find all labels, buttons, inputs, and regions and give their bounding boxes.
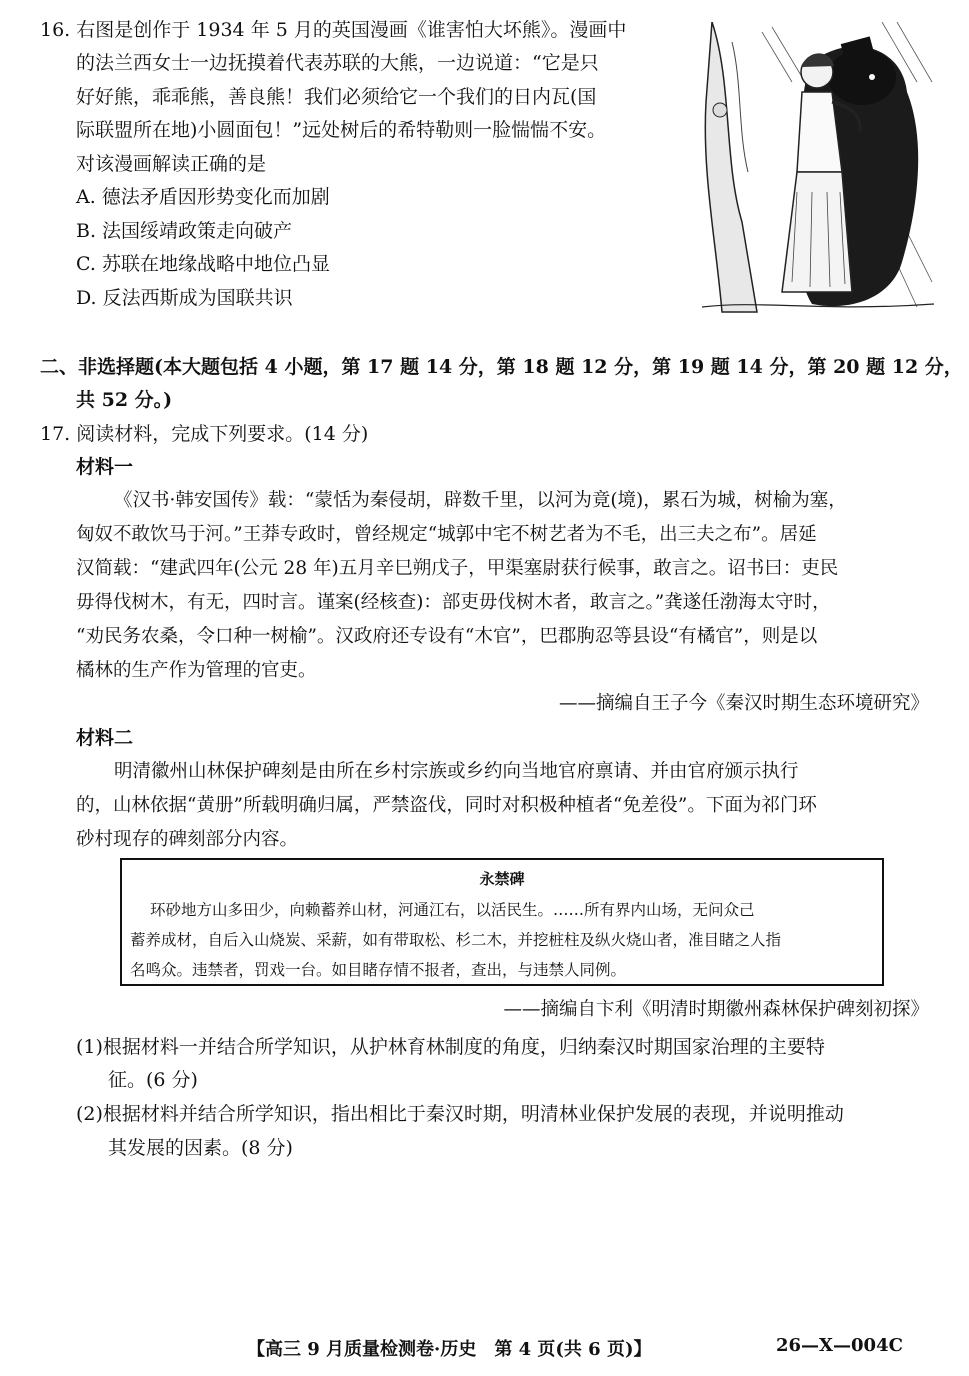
- q17-sub1-line-2: 征。(6 分): [108, 1069, 198, 1091]
- stele-box: [120, 858, 884, 986]
- material1-source: ——摘编自王子今《秦汉时期生态环境研究》: [558, 693, 929, 714]
- section2-heading-line-2: 共 52 分。): [76, 389, 173, 411]
- material1-label: 材料一: [76, 456, 134, 478]
- material1-line-6: 橘林的生产作为管理的官吏。: [76, 660, 317, 681]
- material1-line-5: “劝民务农桑，令口种一树榆”。汉政府还专设有“木官”，巴郡朐忍等县设“有橘官”，则是以: [76, 626, 818, 647]
- q17-stem: 17. 阅读材料，完成下列要求。(14 分): [40, 423, 369, 445]
- q16-stem-line-1: 16. 右图是创作于 1934 年 5 月的英国漫画《谁害怕大坏熊》。漫画中: [40, 19, 627, 41]
- material2-line-3: 砂村现存的碑刻部分内容。: [76, 829, 299, 850]
- material2-label: 材料二: [76, 727, 134, 749]
- section2-heading-line-1: 二、非选择题(本大题包括 4 小题，第 17 题 14 分，第 18 题 12 分，第 19 题 14 分，第 20 题 12 分，: [40, 356, 963, 378]
- stele-line-3: 名鸣众。违禁者，罚戏一台。如目睹存情不报者，查出，与违禁人同例。: [130, 961, 627, 979]
- q16-stem-line-5: 对该漫画解读正确的是: [76, 153, 267, 175]
- q16-option-b: B. 法国绥靖政策走向破产: [76, 220, 293, 242]
- q16-stem-line-2: 的法兰西女士一边抚摸着代表苏联的大熊，一边说道：“它是只: [76, 52, 599, 74]
- q17-sub2-line-1: (2)根据材料并结合所学知识，指出相比于秦汉时期，明清林业保护发展的表现，并说明推动: [76, 1103, 844, 1125]
- material1-line-1: 《汉书·韩安国传》载：“蒙恬为秦侵胡，辟数千里，以河为竟(境)，累石为城，树榆为塞，: [114, 490, 847, 511]
- q17-sub1-line-1: (1)根据材料一并结合所学知识，从护林育林制度的角度，归纳秦汉时期国家治理的主要特: [76, 1036, 825, 1058]
- material2-line-1: 明清徽州山林保护碑刻是由所在乡村宗族或乡约向当地官府禀请、并由官府颁示执行: [114, 761, 799, 782]
- material2-source: ——摘编自卞利《明清时期徽州森林保护碑刻初探》: [503, 999, 929, 1020]
- material1-line-2: 匈奴不敢饮马于河。”王莽专政时，曾经规定“城郭中宅不树艺者为不毛，出三夫之布”。居延: [76, 524, 817, 545]
- stele-line-1: 环砂地方山多田少，向赖蓄养山材，河通江右，以活民生。……所有界内山场，无问众己: [150, 901, 755, 919]
- footer-page-info: 【高三 9 月质量检测卷·历史 第 4 页(共 6 页)】: [247, 1339, 652, 1360]
- cartoon-illustration: [702, 22, 934, 314]
- q16-option-c: C. 苏联在地缘战略中地位凸显: [76, 253, 330, 275]
- material1-line-3: 汉简载：“建武四年(公元 28 年)五月辛巳朔戊子，甲渠塞尉获行候事，敢言之。诏书曰：吏民: [76, 558, 839, 579]
- q17-sub2-line-2: 其发展的因素。(8 分): [108, 1137, 293, 1159]
- footer-code: 26—X—004C: [776, 1335, 903, 1356]
- material1-line-4: 毋得伐树木，有无，四时言。谨案(经核查)：部吏毋伐树木者，敢言之。”龚遂任渤海太守时，: [76, 592, 831, 613]
- q16-option-a: A. 德法矛盾因形势变化而加剧: [76, 186, 330, 208]
- q16-stem-line-4: 际联盟所在地)小圆面包！”远处树后的希特勒则一脸惴惴不安。: [76, 119, 607, 141]
- q16-option-d: D. 反法西斯成为国联共识: [76, 287, 293, 309]
- material2-line-2: 的，山林依据“黄册”所载明确归属，严禁盗伐，同时对积极种植者“免差役”。下面为祁门环: [76, 795, 817, 816]
- q16-stem-line-3: 好好熊，乖乖熊，善良熊！我们必须给它一个我们的日内瓦(国: [76, 86, 597, 108]
- stele-line-2: 蓄养成材，自后入山烧炭、采薪，如有带取松、杉二木，并挖桩柱及纵火烧山者，准目睹之人指: [130, 931, 782, 949]
- stele-title: 永禁碑: [479, 870, 525, 888]
